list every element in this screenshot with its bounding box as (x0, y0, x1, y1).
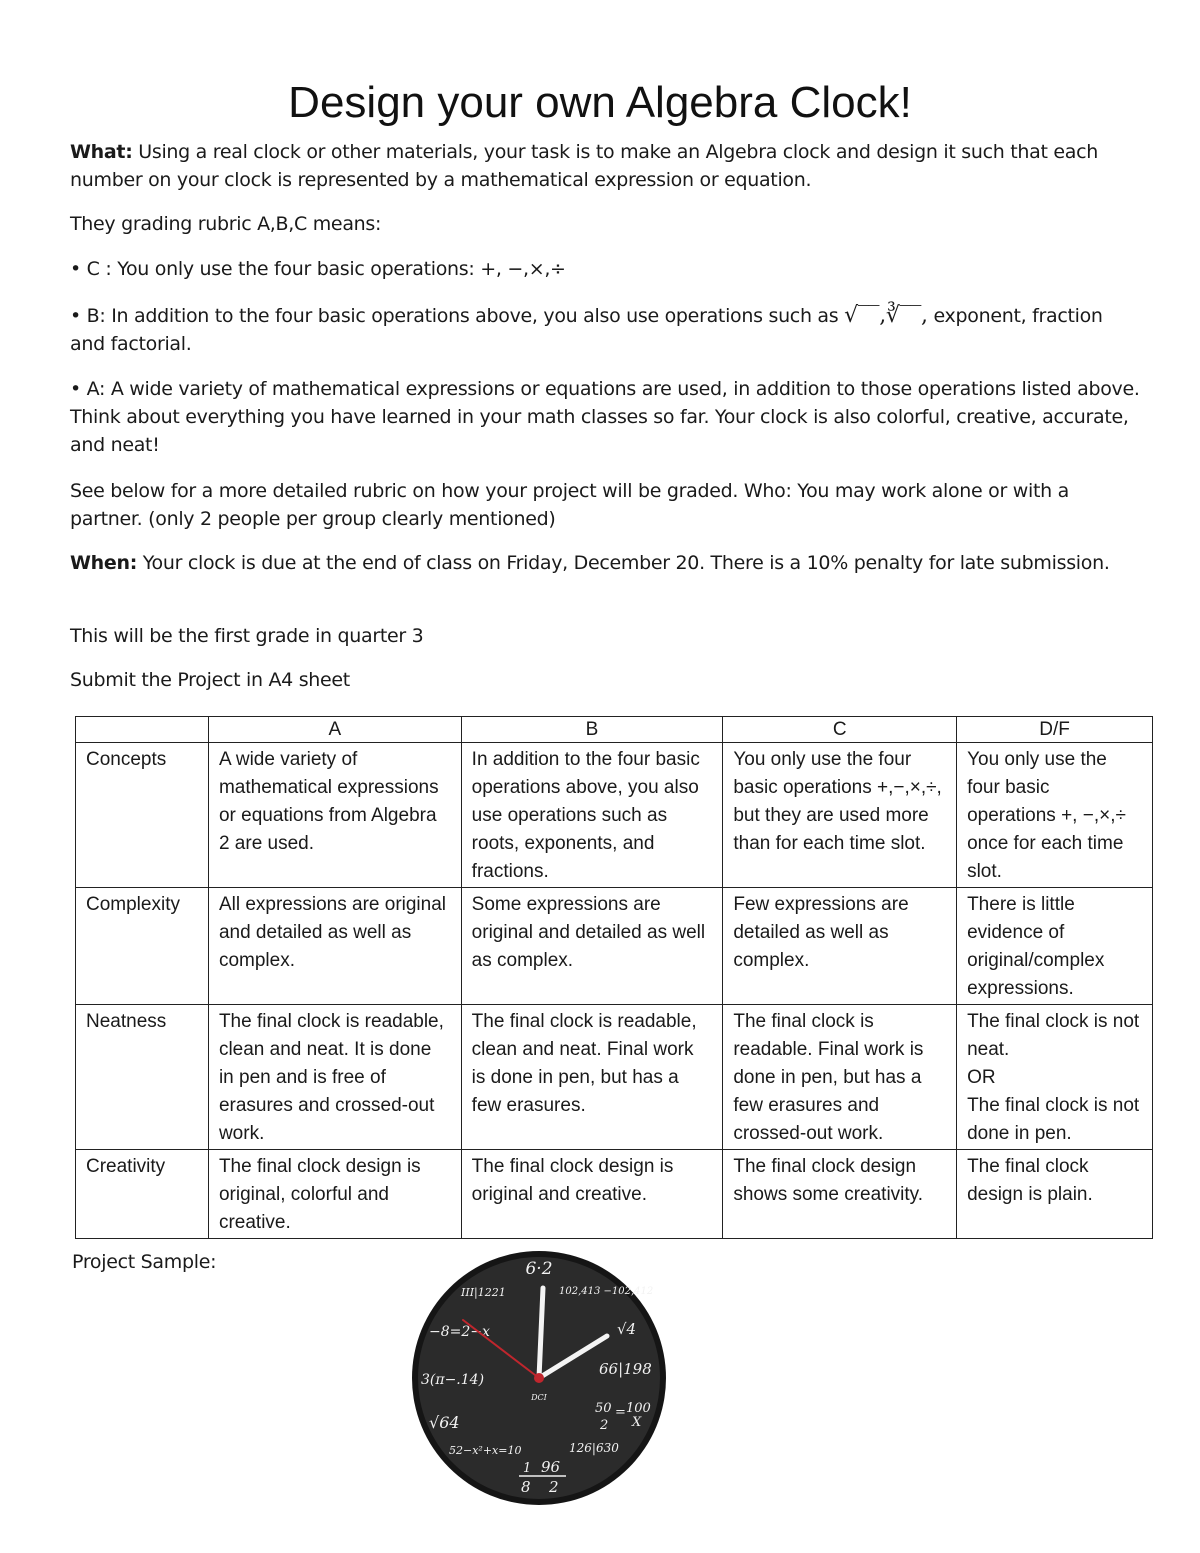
table-cell: The final clock is readable. Final work is done in pen, but has a few erasures and crossed-out work. (723, 1005, 957, 1150)
clock-label-9: 3(π−.14) (421, 1372, 485, 1388)
table-cell: The final clock design shows some creativity. (723, 1150, 957, 1239)
rubric-intro: They grading rubric A,B,C means: (70, 213, 382, 235)
table-cell: The final clock is readable, clean and neat. Final work is done in pen, but has a few erasures. (461, 1005, 723, 1150)
header-cell-blank (76, 717, 209, 743)
clock-label-4-x: X (632, 1415, 642, 1430)
table-cell: Some expressions are original and detailed as well as complex. (461, 888, 723, 1005)
clock-label-8: √64 (429, 1413, 460, 1432)
root-symbols: √‾‾,∛‾‾, (844, 303, 928, 328)
algebra-clock-image (411, 1250, 667, 1506)
when-label: When: (70, 552, 137, 574)
what-label: What: (70, 141, 133, 163)
table-cell: The final clock design is original and creative. (461, 1150, 723, 1239)
row-label-neatness: Neatness (76, 1005, 209, 1150)
table-cell: The final clock design is original, colorful and creative. (208, 1150, 461, 1239)
table-cell: The final clock is not neat. OR The final clock is not done in pen. (957, 1005, 1153, 1150)
table-cell: The final clock is readable, clean and neat. It is done in pen and is free of erasures and crossed-out work. (208, 1005, 461, 1150)
row-label-complexity: Complexity (76, 888, 209, 1005)
clock-label-6-bottom-right: 2 (549, 1478, 559, 1496)
bullet-b (70, 302, 1140, 358)
clock-label-6-top-left: 1 (523, 1461, 532, 1476)
table-row (76, 743, 1153, 888)
table-header-row (76, 717, 1153, 743)
project-sample-label: Project Sample: (72, 1251, 217, 1273)
what-paragraph (70, 138, 1140, 194)
clock-label-4-equals: = (615, 1405, 626, 1420)
clock-label-2: √4 (617, 1320, 637, 1338)
bullet-c: • C : You only use the four basic operations: +, −,×,÷ (70, 258, 566, 280)
table-cell: There is little evidence of original/complex expressions. (957, 888, 1153, 1005)
table-cell: In addition to the four basic operations above, you also use operations such as roots, exponents, and fractions. (461, 743, 723, 888)
clock-label-3: 66|198 (599, 1360, 652, 1378)
row-label-creativity: Creativity (76, 1150, 209, 1239)
clock-label-4-numerator: 50 (595, 1401, 612, 1416)
bullet-b-text: • B: In addition to the four basic operations above, you also use operations such as (70, 305, 845, 327)
clock-center-pin (534, 1373, 544, 1383)
clock-label-6-top-right: 96 (541, 1458, 561, 1476)
see-below-paragraph: See below for a more detailed rubric on how your project will be graded. Who: You may work alone or with a partner. (only 2 people per group clearly mentioned) (70, 480, 1069, 530)
clock-label-5: 126|630 (569, 1441, 619, 1455)
table-row (76, 1005, 1153, 1150)
bullet-a: • A: A wide variety of mathematical expressions or equations are used, in addition to those operations listed above. Think about everything you have learned in your math classes so far. Your clock is also colorful, creative, accurate, and neat! (70, 378, 1140, 456)
table-cell: You only use the four basic operations +,−,×,÷, but they are used more than for each time slot. (723, 743, 957, 888)
clock-label-1: 102,413 −102,412 (559, 1286, 654, 1297)
clock-label-4-denominator: 2 (600, 1418, 609, 1433)
header-cell-a: A (208, 717, 461, 743)
clock-label-4-rhs: 100 (626, 1401, 651, 1416)
clock-label-6-bottom-left: 8 (521, 1478, 531, 1496)
clock-label-7: 52−x²+x=10 (449, 1444, 522, 1457)
bullet-b-text-end: exponent, fraction and factorial. (70, 305, 1103, 355)
page-title: Design your own Algebra Clock! (288, 78, 912, 127)
table-cell: A wide variety of mathematical expressions or equations from Algebra 2 are used. (208, 743, 461, 888)
header-cell-df: D/F (957, 717, 1153, 743)
table-row (76, 888, 1153, 1005)
table-cell: All expressions are original and detailed as well as complex. (208, 888, 461, 1005)
submit-note: Submit the Project in A4 sheet (70, 669, 350, 691)
header-cell-b: B (461, 717, 723, 743)
clock-brand-logo: DCI (531, 1393, 547, 1402)
first-grade-note: This will be the first grade in quarter 3 (70, 625, 424, 647)
when-paragraph (70, 549, 1140, 577)
table-row (76, 1150, 1153, 1239)
header-cell-c: C (723, 717, 957, 743)
clock-label-11: III|1221 (461, 1286, 506, 1299)
table-cell: The final clock design is plain. (957, 1150, 1153, 1239)
clock-label-10: −8=2−x (429, 1324, 490, 1340)
table-cell: Few expressions are detailed as well as complex. (723, 888, 957, 1005)
when-text: Your clock is due at the end of class on Friday, December 20. There is a 10% penalty for late submission. (137, 552, 1110, 574)
table-cell: You only use the four basic operations +, −,×,÷ once for each time slot. (957, 743, 1153, 888)
clock-label-12: 6·2 (525, 1259, 553, 1279)
what-text: Using a real clock or other materials, your task is to make an Algebra clock and design it such that each number on your clock is represented by a mathematical expression or equation. (70, 141, 1098, 191)
row-label-concepts: Concepts (76, 743, 209, 888)
rubric-table (75, 716, 1153, 1239)
